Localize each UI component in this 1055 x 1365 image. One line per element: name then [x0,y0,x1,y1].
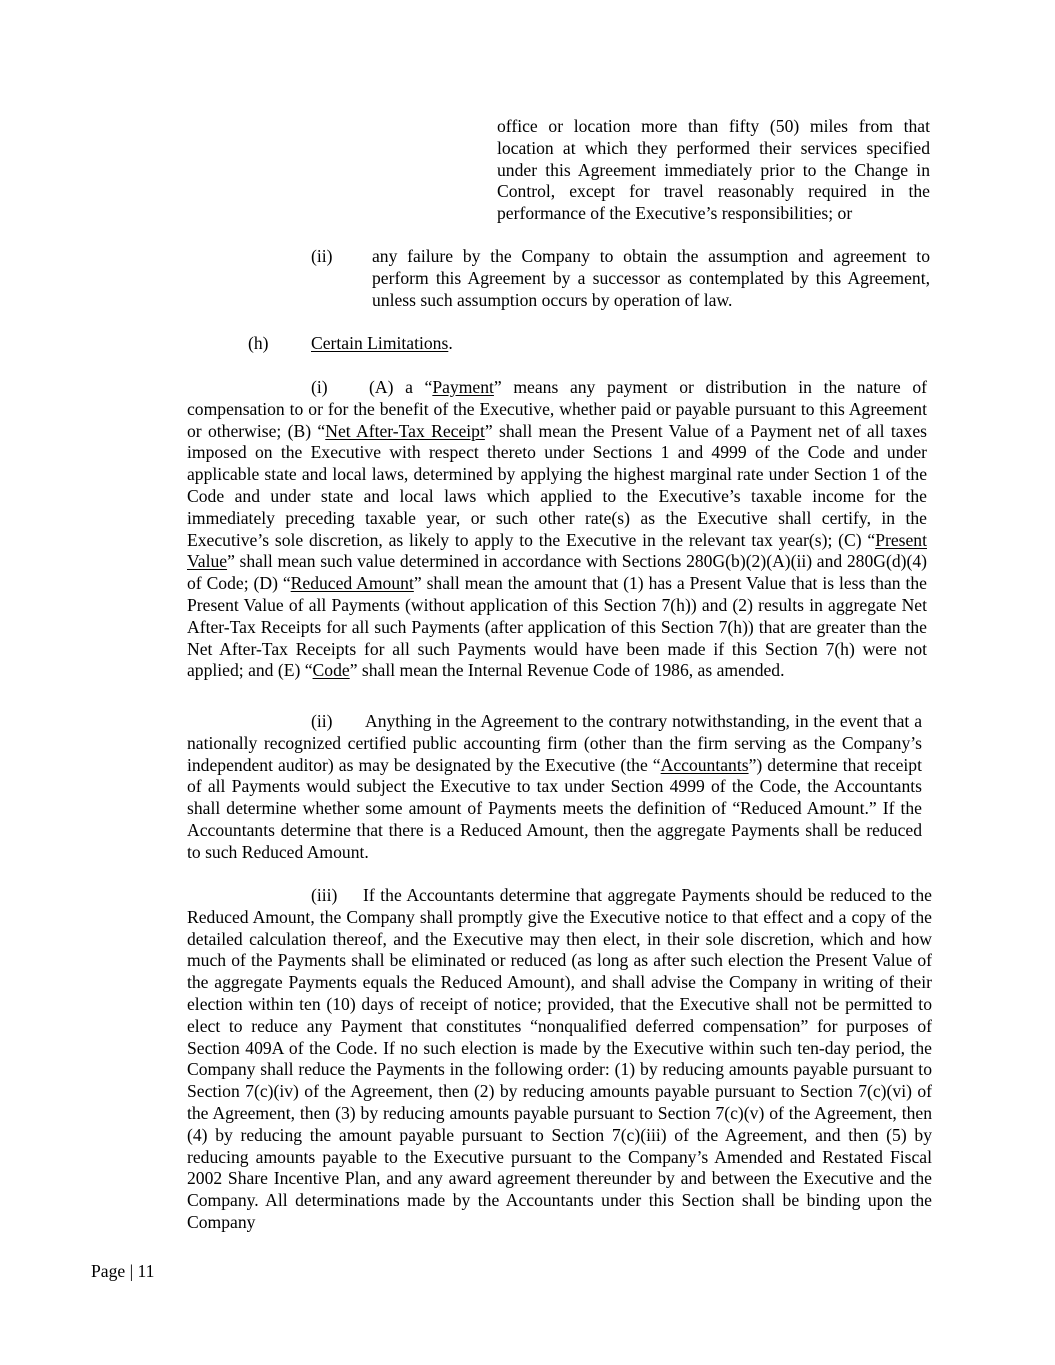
paragraph-iii [187,885,932,1234]
defined-term-net-after-tax-receipt: Net After-Tax Receipt [325,420,485,441]
paragraph-i-text-1: (A) a “ [369,377,433,397]
defined-term-present-value: Present Value [187,529,927,572]
paragraph-ii-label: (ii) [311,711,333,731]
paragraph-i-label: (i) [311,377,328,397]
paragraph-ii-text-1: Anything in the Agreement to the contrary notwithstanding, in the event that a nationally recognized certified public accounting firm (other than the firm serving as the Company’s independent auditor) as may be designated by the Executive (the “ [187,711,922,775]
paragraph-i [187,377,927,682]
paragraph-i-text-5: ” shall mean the amount that (1) has a Present Value that is less than the Present Value of all Payments (without application of this Section 7(h)) and (2) results in aggregate Net After-Tax Receipts for all such Payments (after application of this Section 7(h)) that are greater than the Net After-Tax Receipts for all such Payments would have been made if this Section 7(h) were not applied; and (E) “ [187,573,927,681]
paragraph-i-text-2: ” means any payment or distribution in the nature of compensation to or for the benefit of the Executive, whether paid or payable pursuant to this Agreement or otherwise; (B) “ [187,377,927,441]
paragraph-i-text-4: ” shall mean such value determined in accordance with Sections 280G(b)(2)(A)(ii) and 280G(d)(4) of Code; (D) “ [187,551,927,594]
paragraph-iii-label: (iii) [311,885,338,905]
continuation-paragraph: office or location more than fifty (50) miles from that location at which they performed their services specified under this Agreement immediately prior to the Change in Control, except for travel reasonably required in the performance of the Executive’s responsibilities; or [497,116,930,224]
section-h-title: Certain Limitations [311,333,449,353]
section-h-title-suffix: . [448,333,453,353]
page-number-footer: Page | 11 [91,1261,155,1281]
defined-term-payment: Payment [432,377,494,397]
paragraph-i-text-3: ” shall mean the Present Value of a Payment net of all taxes imposed on the Executive with respect thereto under Sections 1 and 4999 of the Code and under applicable state and local laws, determined by applying the highest marginal rate under Section 1 of the Code and under state and local laws which applied to the Executive’s taxable income for the immediately preceding taxable year, or such other rate(s) as the Executive shall certify, in the Executive’s sole discretion, as likely to apply to the Executive in the relevant tax year(s); (C) “ [187,420,928,550]
paragraph-ii-text-2: ”) determine that receipt of all Payments would subject the Executive to tax under Section 4999 of the Code, the Accountants shall determine whether some amount of Payments meets the definition of “Reduced Amount.” If the Accountants determine that there is a Reduced Amount, then the aggregate Payments shall be reduced to such Reduced Amount. [187,754,922,862]
section-h-label: (h) [248,333,269,353]
defined-term-accountants: Accountants [660,754,749,775]
paragraph-iii-text: If the Accountants determine that aggregate Payments should be reduced to the Reduced Amount, the Company shall promptly give the Executive notice to that effect and a copy of the detailed calculation thereof, and the Executive may then elect, in their sole discretion, which and how much of the Payments shall be eliminated or reduced (as long as after such election the Present Value of the aggregate Payments equals the Reduced Amount), and shall advise the Company in writing of their election within ten (10) days of receipt of notice; provided, that the Executive shall not be permitted to elect to reduce any Payment that constitutes “nonqualified deferred compensation” for purposes of Section 409A of the Code. If no such election is made by the Executive within such ten-day period, the Company shall reduce the Payments in the following order: (1) by reducing amounts payable pursuant to Section 7(c)(iv) of the Agreement, then (2) by reducing amounts payable pursuant to Section 7(c)(vi) of the Agreement, then (3) by reducing amounts payable pursuant to Section 7(c)(v) of the Agreement, then (4) by reducing the amount payable pursuant to Section 7(c)(iii) of the Agreement, and then (5) by reducing amounts payable to the Executive pursuant to the Company’s Amended and Restated Fiscal 2002 Share Incentive Plan, and any award agreement thereunder by and between the Executive and the Company. All determinations made by the Accountants under this Section shall be binding upon the Company [187,885,932,1232]
defined-term-code: Code [312,660,350,681]
section-h-heading [311,333,453,355]
item-ii-text: any failure by the Company to obtain the assumption and agreement to perform this Agreement by a successor as contemplated by this Agreement, unless such assumption occurs by operation of law. [372,246,930,310]
paragraph-i-text-6: ” shall mean the Internal Revenue Code of 1986, as amended. [349,660,785,681]
defined-term-reduced-amount: Reduced Amount [290,573,414,594]
item-ii-label: (ii) [311,246,333,266]
paragraph-ii [187,711,922,864]
